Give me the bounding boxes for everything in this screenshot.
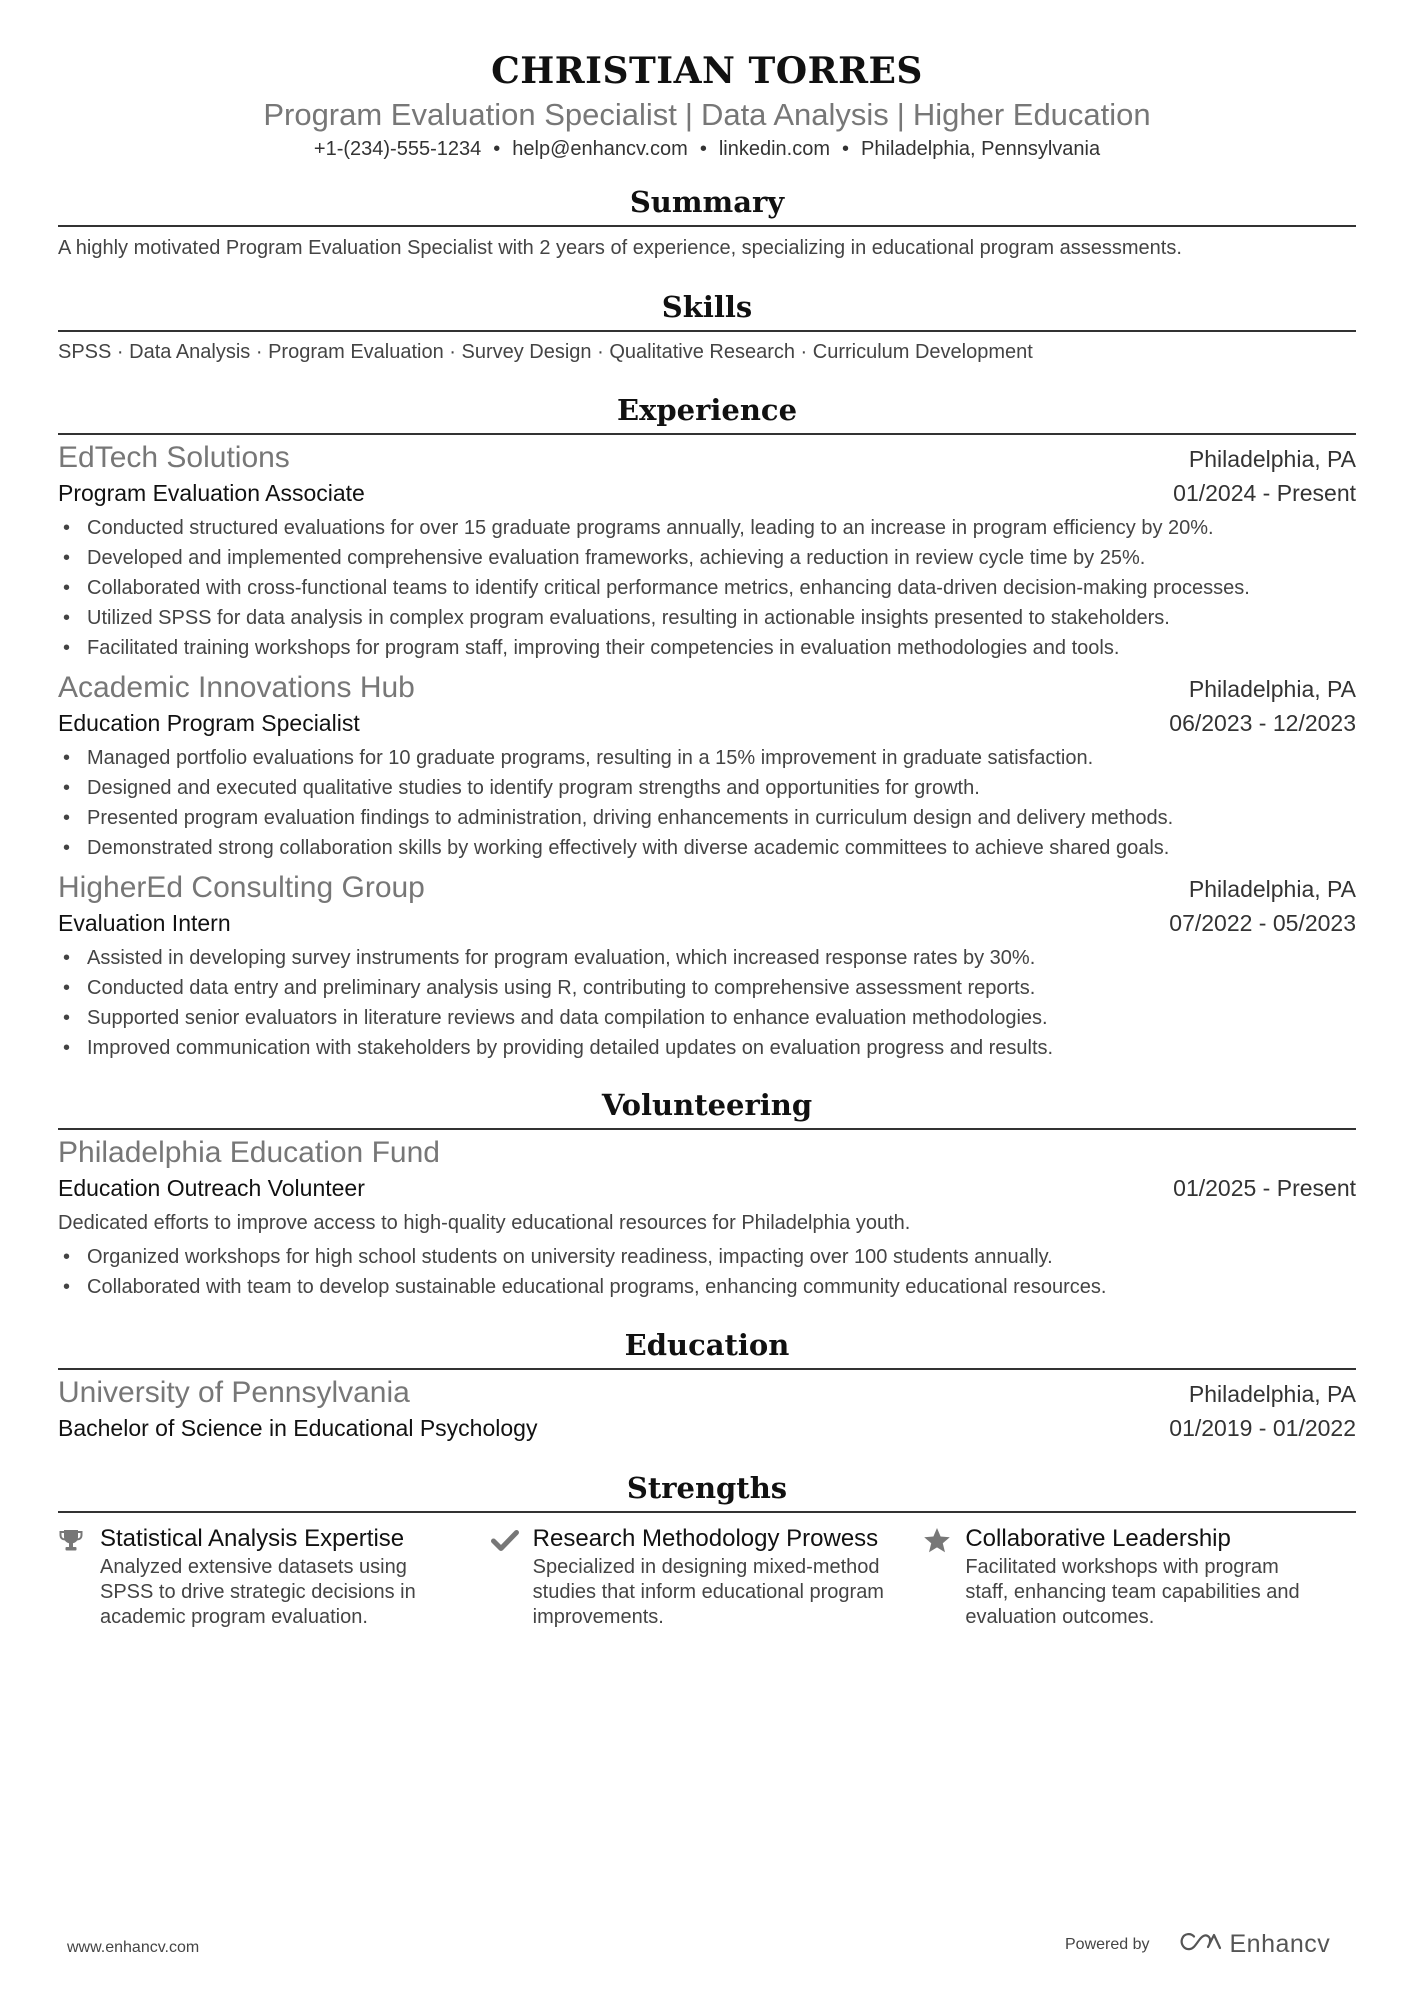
entry-header <box>58 869 1356 907</box>
job-location: Philadelphia, PA <box>1188 676 1356 702</box>
job-location: Philadelphia, PA <box>1188 446 1356 472</box>
bullet-item: • Facilitated training workshops for program staff, improving their competencies in evaluation methodologies and tools. <box>58 633 1356 663</box>
enhancv-logo-icon <box>1178 1930 1224 1959</box>
bullet-item: • Conducted structured evaluations for over 15 graduate programs annually, leading to an increase in program efficiency by 20%. <box>58 513 1356 543</box>
entry-subheader <box>58 1172 1356 1204</box>
education-dates: 01/2019 - 01/2022 <box>1169 1415 1356 1441</box>
bullet-item: • Collaborated with cross-functional teams to identify critical performance metrics, enhancing data-driven decision-making processes. <box>58 573 1356 603</box>
education-section <box>58 1325 1356 1444</box>
experience-entry <box>58 669 1356 863</box>
bullet-item: • Presented program evaluation findings to administration, driving enhancements in curriculum design and delivery methods. <box>58 803 1356 833</box>
job-dates: 07/2022 - 05/2023 <box>1169 910 1356 936</box>
strength-item <box>491 1523 924 1630</box>
volunteering-entry <box>58 1134 1356 1302</box>
summary-section <box>58 182 1356 263</box>
check-icon <box>491 1523 533 1630</box>
volunteer-bullets <box>58 1242 1356 1302</box>
bullet-item: • Improved communication with stakeholders by providing detailed updates on evaluation progress and results. <box>58 1033 1356 1063</box>
brand-name: Enhancv <box>1229 1930 1331 1958</box>
entry-header <box>58 1374 1356 1412</box>
contact-separator: • <box>699 138 707 160</box>
job-title: Education Program Specialist <box>58 710 360 736</box>
footer-branding <box>1065 1930 1330 1959</box>
contact-linkedin[interactable]: linkedin.com <box>718 138 831 160</box>
section-divider <box>58 330 1356 332</box>
skills-list: SPSS · Data Analysis · Program Evaluation · Survey Design · Qualitative Research · Curriculum Development <box>58 341 1033 363</box>
section-title: Strengths <box>626 1471 788 1505</box>
job-bullets <box>58 743 1356 863</box>
strength-title: Collaborative Leadership <box>965 1525 1231 1552</box>
job-title: Program Evaluation Associate <box>58 480 365 506</box>
job-bullets <box>58 513 1356 663</box>
bullet-item: • Conducted data entry and preliminary analysis using R, contributing to comprehensive assessment reports. <box>58 973 1356 1003</box>
experience-section <box>58 390 1356 1063</box>
job-location: Philadelphia, PA <box>1188 876 1356 902</box>
bullet-item: • Assisted in developing survey instruments for program evaluation, which increased response rates by 30%. <box>58 943 1356 973</box>
company-name: EdTech Solutions <box>58 441 290 474</box>
volunteer-dates: 01/2025 - Present <box>1173 1175 1356 1201</box>
strengths-section <box>58 1468 1356 1630</box>
trophy-icon <box>58 1523 100 1630</box>
organization-name: Philadelphia Education Fund <box>58 1136 440 1169</box>
star-icon <box>923 1523 965 1630</box>
section-title: Experience <box>616 393 798 427</box>
entry-header <box>58 669 1356 707</box>
volunteering-section <box>58 1085 1356 1302</box>
strength-title: Research Methodology Prowess <box>532 1525 879 1552</box>
bullet-item: • Organized workshops for high school students on university readiness, impacting over 100 students annually. <box>58 1242 1356 1272</box>
entry-header <box>58 1134 1356 1172</box>
skills-section <box>58 287 1356 367</box>
bullet-item: • Supported senior evaluators in literature reviews and data compilation to enhance evaluation methodologies. <box>58 1003 1356 1033</box>
contact-line <box>58 135 1356 163</box>
school-location: Philadelphia, PA <box>1188 1381 1356 1407</box>
strength-item <box>923 1523 1356 1630</box>
section-title: Volunteering <box>601 1088 813 1122</box>
entry-subheader <box>58 1412 1356 1444</box>
tagline-part: Data Analysis <box>700 97 889 132</box>
contact-location: Philadelphia, Pennsylvania <box>861 138 1101 160</box>
job-dates: 06/2023 - 12/2023 <box>1169 710 1356 736</box>
entry-subheader <box>58 477 1356 509</box>
strength-description: Facilitated workshops with program staff, enhancing team capabilities and evaluation outcomes. <box>965 1556 1300 1628</box>
section-divider <box>58 1511 1356 1513</box>
bullet-item: • Developed and implemented comprehensive evaluation frameworks, achieving a reduction in review cycle time by 25%. <box>58 543 1356 573</box>
contact-separator: • <box>842 138 850 160</box>
strength-description: Analyzed extensive datasets using SPSS to drive strategic decisions in academic program evaluation. <box>100 1556 416 1628</box>
company-name: Academic Innovations Hub <box>58 671 415 704</box>
education-entry <box>58 1374 1356 1444</box>
candidate-tagline <box>58 95 1356 135</box>
section-title: Skills <box>661 290 753 324</box>
strengths-list <box>58 1523 1356 1630</box>
bullet-item: • Collaborated with team to develop sustainable educational programs, enhancing community educational resources. <box>58 1272 1356 1302</box>
section-divider <box>58 1368 1356 1370</box>
footer-website[interactable]: www.enhancv.com <box>67 1939 200 1956</box>
bullet-item: • Managed portfolio evaluations for 10 graduate programs, resulting in a 15% improvement in graduate satisfaction. <box>58 743 1356 773</box>
company-name: HigherEd Consulting Group <box>58 871 425 904</box>
powered-by-label: Powered by <box>1065 1935 1150 1953</box>
contact-phone[interactable]: +1-(234)-555-1234 <box>313 138 482 160</box>
strength-title: Statistical Analysis Expertise <box>100 1525 405 1552</box>
entry-header <box>58 439 1356 477</box>
school-name: University of Pennsylvania <box>58 1376 410 1409</box>
tagline-part: Higher Education <box>912 97 1151 132</box>
section-divider <box>58 225 1356 227</box>
job-bullets <box>58 943 1356 1063</box>
tagline-separator: | <box>896 97 905 132</box>
section-title: Summary <box>629 185 785 219</box>
experience-entry <box>58 869 1356 1063</box>
volunteer-description: Dedicated efforts to improve access to high-quality educational resources for Philadelphia youth. <box>58 1212 911 1234</box>
job-title: Evaluation Intern <box>58 910 231 936</box>
tagline-separator: | <box>684 97 693 132</box>
strength-description: Specialized in designing mixed-method studies that inform educational program improvements. <box>532 1556 884 1628</box>
contact-separator: • <box>493 138 501 160</box>
entry-subheader <box>58 907 1356 939</box>
bullet-item: • Demonstrated strong collaboration skills by working effectively with diverse academic committees to achieve shared goals. <box>58 833 1356 863</box>
strength-item <box>58 1523 491 1630</box>
bullet-item: • Designed and executed qualitative studies to identify program strengths and opportunities for growth. <box>58 773 1356 803</box>
resume-content <box>58 48 1356 1630</box>
tagline-part: Program Evaluation Specialist <box>263 97 677 132</box>
section-divider <box>58 1128 1356 1130</box>
entry-subheader <box>58 707 1356 739</box>
bullet-item: • Utilized SPSS for data analysis in complex program evaluations, resulting in actionable insights presented to stakeholders. <box>58 603 1356 633</box>
candidate-name: CHRISTIAN TORRES <box>491 50 923 92</box>
section-divider <box>58 433 1356 435</box>
job-dates: 01/2024 - Present <box>1173 480 1356 506</box>
section-title: Education <box>624 1328 790 1362</box>
summary-text: A highly motivated Program Evaluation Specialist with 2 years of experience, specializing in educational program assessments. <box>58 237 1182 259</box>
degree: Bachelor of Science in Educational Psychology <box>58 1415 538 1441</box>
volunteer-role: Education Outreach Volunteer <box>58 1175 365 1201</box>
experience-entry <box>58 439 1356 663</box>
contact-email[interactable]: help@enhancv.com <box>512 138 688 160</box>
